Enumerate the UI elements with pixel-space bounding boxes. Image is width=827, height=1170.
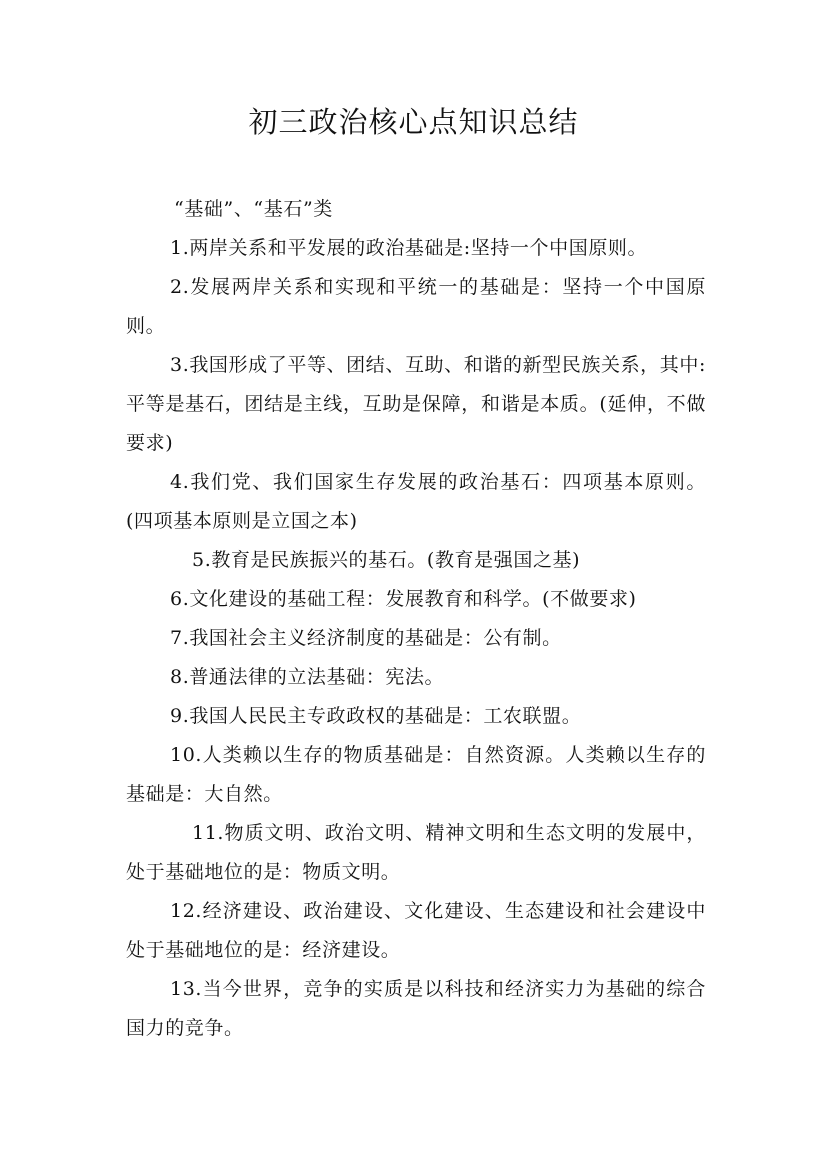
list-item: 13.当今世界，竞争的实质是以科技和经济实力为基础的综合国力的竞争。 [126,978,706,1039]
document-body [126,190,706,1048]
list-item: 5.教育是民族振兴的基石。(教育是强国之基) [192,549,581,571]
list-item: 12.经济建设、政治建设、文化建设、生态建设和社会建设中处于基础地位的是：经济建设。 [126,900,706,961]
list-item: 10.人类赖以生存的物质基础是：自然资源。人类赖以生存的基础是：大自然。 [126,744,706,805]
document-title: 初三政治核心点知识总结 [248,105,579,139]
list-item: 7.我国社会主义经济制度的基础是：公有制。 [170,627,562,649]
list-item: 2.发展两岸关系和实现和平统一的基础是：坚持一个中国原则。 [126,276,706,337]
list-item: 3.我国形成了平等、团结、互助、和谐的新型民族关系，其中:平等是基石，团结是主线，互助是保障，和谐是本质。(延伸，不做要求) [126,354,706,454]
list-item: 8.普通法律的立法基础：宪法。 [170,666,445,688]
section-heading: “基础”、“基石”类 [174,198,333,220]
list-item: 4.我们党、我们国家生存发展的政治基石：四项基本原则。(四项基本原则是立国之本) [126,471,706,532]
list-item: 9.我国人民民主专政政权的基础是：工农联盟。 [170,705,582,727]
list-item: 11.物质文明、政治文明、精神文明和生态文明的发展中，处于基础地位的是：物质文明。 [126,822,706,883]
list-item: 1.两岸关系和平发展的政治基础是:坚持一个中国原则。 [170,237,648,259]
list-item: 6.文化建设的基础工程：发展教育和科学。(不做要求) [170,588,637,610]
